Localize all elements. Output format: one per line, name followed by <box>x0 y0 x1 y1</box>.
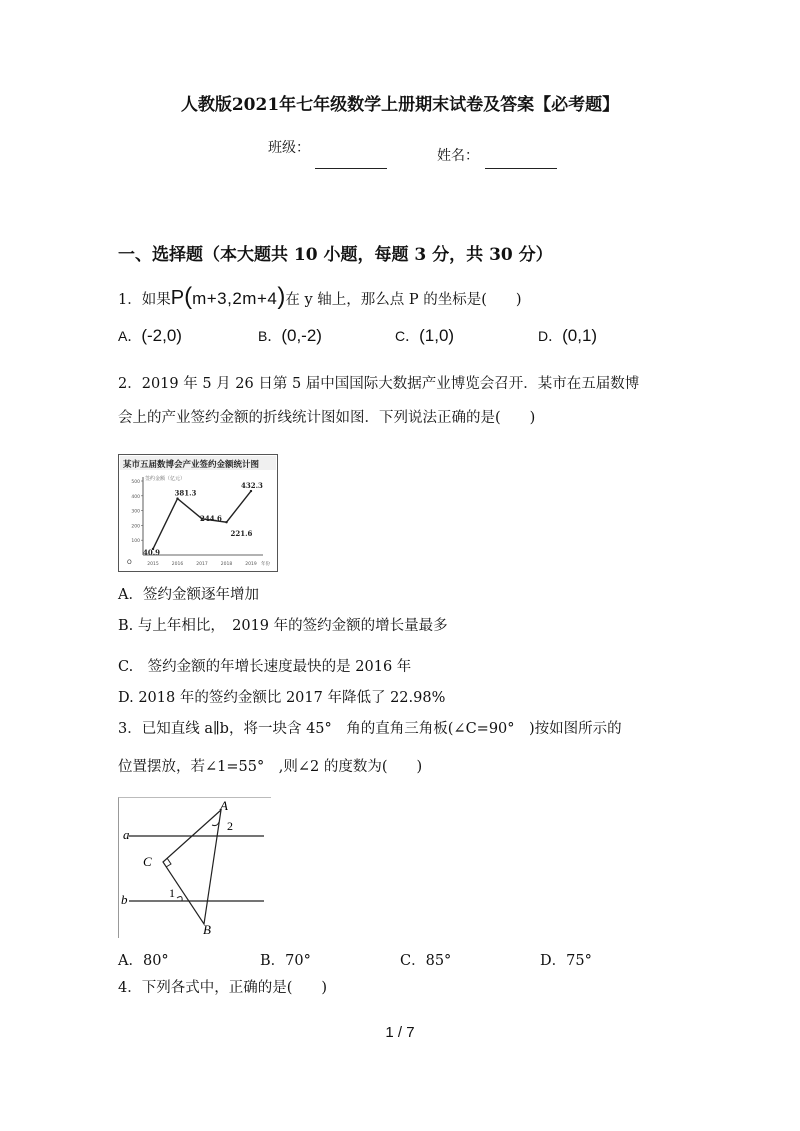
q2-option-d[interactable]: D. 2018 年的签约金额比 2017 年降低了 22.98% <box>118 690 446 706</box>
x-tick-label: 2019 <box>245 562 257 567</box>
class-label: 班级： <box>268 140 310 156</box>
page-number: 1 / 7 <box>385 1024 415 1041</box>
q3-option-a[interactable]: A．80° <box>118 953 169 969</box>
geometry-figure <box>118 797 271 938</box>
triangle <box>163 810 221 924</box>
option-letter: C． <box>395 328 420 344</box>
q2-option-c[interactable]: C. 签约金额的年增长速度最快的是 2016 年 <box>118 659 412 675</box>
q1-expression: m+3,2m+4 <box>192 289 278 308</box>
q1-option-d[interactable] <box>538 326 597 346</box>
option-value: (0,-2) <box>281 326 322 345</box>
label-a: a <box>123 827 130 842</box>
name-label: 姓名： <box>437 148 479 164</box>
y-tick-label: 100 <box>131 539 140 545</box>
data-point <box>176 497 178 499</box>
y-tick-label: 200 <box>131 524 140 530</box>
q2-option-b[interactable]: B. 与上年相比， 2019 年的签约金额的增长量最多 <box>118 618 448 634</box>
label-angle-2: 2 <box>227 819 233 833</box>
q1-option-a[interactable] <box>118 326 182 346</box>
q1-suffix: 在 y 轴上，那么点 P 的坐标是( ) <box>285 292 522 308</box>
option-letter: D． <box>538 328 563 344</box>
angle-1-arc <box>177 897 182 901</box>
label-B: B <box>203 922 211 937</box>
q2-line-2: 会上的产业签约金额的折线统计图如图．下列说法正确的是( ) <box>118 410 536 426</box>
question-1 <box>118 283 522 311</box>
data-point <box>250 490 252 492</box>
chart-svg <box>119 455 277 571</box>
q3-option-b[interactable]: B．70° <box>260 953 311 969</box>
q1-prefix: 1．如果 <box>118 292 171 308</box>
line-chart <box>118 454 278 572</box>
option-letter: A． <box>118 328 142 344</box>
q3-option-c[interactable]: C．85° <box>400 953 452 969</box>
q2-option-a[interactable]: A．签约金额逐年增加 <box>118 587 259 603</box>
q1-paren-close: ) <box>277 283 286 310</box>
label-A: A <box>220 798 228 813</box>
name-field-underline[interactable] <box>485 168 557 169</box>
origin-label: O <box>127 559 132 566</box>
label-b: b <box>121 892 128 907</box>
page-title: 人教版2021年七年级数学上册期末试卷及答案【必考题】 <box>180 95 620 115</box>
data-label: 244.6 <box>200 513 222 523</box>
q1-option-c[interactable] <box>395 326 454 346</box>
q1-option-b[interactable] <box>258 326 322 346</box>
chart-ylabel: 签约金额（亿元） <box>145 476 186 482</box>
option-value: (-2,0) <box>141 326 182 345</box>
data-point <box>225 521 227 523</box>
data-label: 221.6 <box>230 529 253 539</box>
geometry-svg <box>119 798 271 938</box>
class-field-underline[interactable] <box>315 168 387 169</box>
x-axis-label: 年份 <box>261 562 270 567</box>
x-tick-label: 2015 <box>147 562 159 567</box>
data-label: 432.3 <box>241 481 263 491</box>
option-letter: B． <box>258 328 282 344</box>
y-tick-label: 300 <box>131 509 140 515</box>
chart-title: 某市五届数博会产业签约金额统计图 <box>123 460 260 470</box>
section-heading: 一、选择题（本大题共 10 小题，每题 3 分，共 30 分） <box>118 245 553 265</box>
x-tick-label: 2016 <box>171 562 184 567</box>
data-label: 40.9 <box>143 547 161 557</box>
data-label: 381.3 <box>174 488 197 498</box>
q4-line-1: 4．下列各式中，正确的是( ) <box>118 980 328 996</box>
q3-option-d[interactable]: D．75° <box>540 953 592 969</box>
label-angle-1: 1 <box>169 886 175 900</box>
option-value: (1,0) <box>419 326 455 345</box>
q1-paren-open: ( <box>184 283 193 310</box>
q1-point: P <box>170 287 185 309</box>
y-tick-label: 500 <box>131 480 140 485</box>
angle-2-arc <box>212 822 219 826</box>
y-tick-label: 400 <box>131 494 140 500</box>
x-tick-label: 2018 <box>220 562 233 567</box>
x-tick-label: 2017 <box>196 562 208 567</box>
q2-line-1: 2．2019 年 5 月 26 日第 5 届中国国际大数据产业博览会召开．某市在五届数博 <box>118 376 640 392</box>
q3-line-2: 位置摆放，若∠1=55° ,则∠2 的度数为( ) <box>118 759 423 775</box>
label-C: C <box>143 854 152 869</box>
option-value: (0,1) <box>562 326 598 345</box>
q3-line-1: 3．已知直线 a∥b，将一块含 45° 角的直角三角板(∠C=90° )按如图所示的 <box>118 721 622 737</box>
